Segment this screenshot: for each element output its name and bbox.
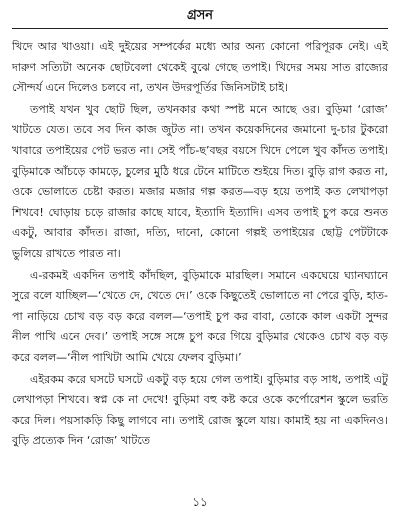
paragraph-3: এ-রকমই একদিন তপাই কাঁদছিল, বুড়িমাকে মারছিল। সমানে একঘেয়ে ঘ্যানঘ্যানে সুরে বলে যাচ্ছিল—‘খেতে দে, খেতে দে।’ ওকে কিছুতেই ভোলাতে না পেরে বুড়ি, হাত-পা নাড়িয়ে চোখ বড় বড় করে বলল—‘তপাই চুপ কর বাবা, তোকে কাল একটা সুন্দর নীল পাখি এনে দেব।’ তপাই সঙ্গে সঙ্গে চুপ করে গিয়ে বুড়িমার থেকেও চোখ বড় বড় করে বলল—‘নীল পাখিটা আমি খেয়ে ফেলব বুড়িমা।’ (12, 268, 388, 364)
page-body (12, 37, 388, 453)
running-header: গ্রসন (186, 8, 214, 23)
paragraph-2: তপাই যখন খুব ছোট ছিল, তখনকার কথা স্পষ্ট মনে আছে ওর। বুড়িমা ‘রোজ’ খাটতে যেত। তবে সব দিন কাজ জুটত না। তখন কয়েকদিনের জমানো দু-চার টুকরো খাবারে তপাইয়ের পেট ভরত না। সেই পাঁচ-ছ’বছর বয়সে খিদে পেলে খুব কাঁদত তপাই। বুড়িমাকে আঁচড়ে কামড়ে, চুলের মুঠি ধরে টেনে মাটিতে শুইয়ে দিত। বুড়ি রাগ করত না, ওকে ভোলাতে চেষ্টা করত। মজার মজার গল্প করত—বড় হয়ে তপাই কত লেখাপড়া শিখবে! ঘোড়ায় চড়ে রাজার কাছে যাবে, ইত্যাদি ইত্যাদি। এসব তপাই চুপ করে শুনত একটু, আবার কাঁদত। রাজা, দত্যি, দানো, কোনো গল্পই তপাইয়ের ছোট্ট পেটটাকে ভুলিয়ে রাখতে পারত না। (12, 102, 388, 260)
paragraph-4: এইরকম করে ঘসটে ঘসটে একটু বড় হয়ে গেল তপাই। বুড়িমার বড় সাধ, তপাই এটু লেখাপড়া শিখবে। স্বপ্ন কে না দেখে! বুড়িমা বহু কষ্ট করে ওকে কর্পোরেশন স্কুলে ভরতি করে দিল। পয়সাকড়ি কিছু লাগবে না। তপাই রোজ স্কুলে যায়। কামাই হয় না একদিনও। বুড়ি প্রত্যেক দিন ‘রোজ’ খাটতে (12, 372, 388, 448)
header-rule (12, 28, 388, 29)
paragraph-1: খিদে আর খাওয়া। এই দুইয়ের সম্পর্কের মধ্যে আর অন্য কোনো পরিপূরক নেই। এই দারুণ সত্যিটা অনেক ছোটবেলা থেকেই বুঝে গেছে তপাই। খিদের সময় সাত রাজ্যের সৌন্দর্য এনে দিলেও চলবে না, তখন উদরপূর্তির জিনিসটাই চাই। (12, 40, 388, 95)
page-number: ১১ (192, 495, 208, 509)
